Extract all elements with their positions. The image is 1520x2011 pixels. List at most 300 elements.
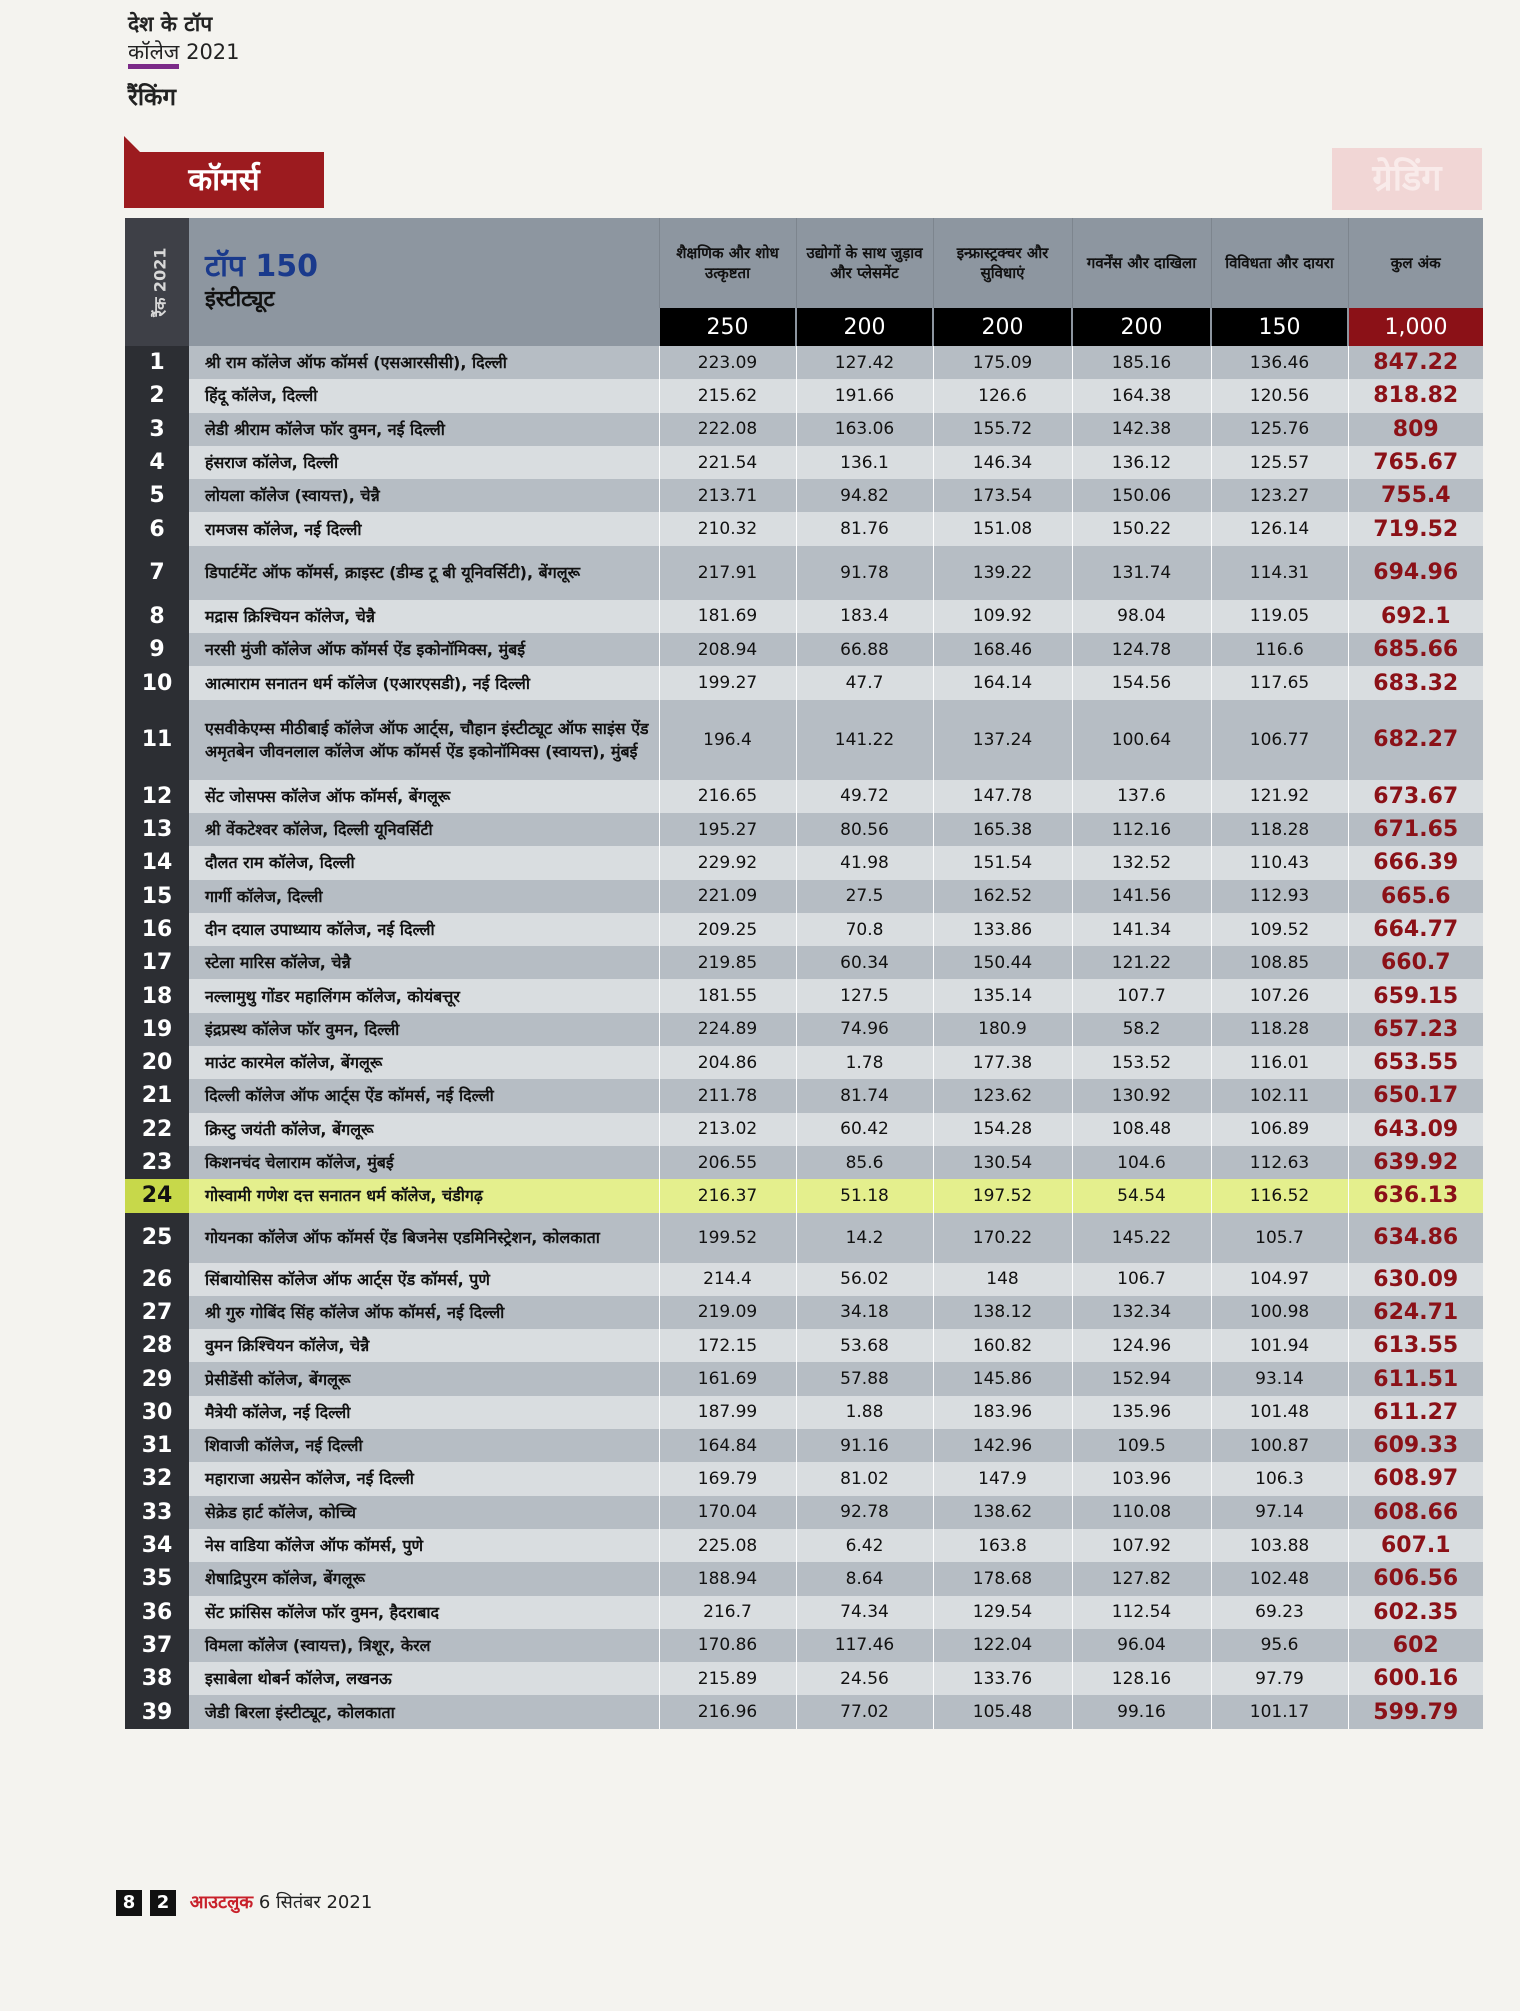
industry-score: 74.34 bbox=[796, 1596, 933, 1629]
total-score: 671.65 bbox=[1348, 813, 1483, 846]
table-row bbox=[125, 1046, 1483, 1079]
total-score: 650.17 bbox=[1348, 1079, 1483, 1112]
diversity-score: 102.48 bbox=[1211, 1562, 1348, 1595]
total-score: 602 bbox=[1348, 1629, 1483, 1662]
institute-name: लेडी श्रीराम कॉलेज फॉर वुमन, नई दिल्ली bbox=[189, 413, 659, 446]
infrastructure-score: 151.54 bbox=[933, 846, 1072, 879]
diversity-score: 100.98 bbox=[1211, 1296, 1348, 1329]
table-row bbox=[125, 979, 1483, 1012]
governance-score: 150.22 bbox=[1072, 512, 1211, 545]
rank-cell: 19 bbox=[125, 1013, 189, 1046]
academic-score: 170.04 bbox=[659, 1496, 796, 1529]
rank-cell: 24 bbox=[125, 1179, 189, 1212]
total-score: 818.82 bbox=[1348, 379, 1483, 412]
institute-name: वुमन क्रिश्चियन कॉलेज, चेन्नै bbox=[189, 1329, 659, 1362]
total-score: 613.55 bbox=[1348, 1329, 1483, 1362]
institute-name: मैत्रेयी कॉलेज, नई दिल्ली bbox=[189, 1396, 659, 1429]
governance-score: 109.5 bbox=[1072, 1429, 1211, 1462]
diversity-score: 116.52 bbox=[1211, 1179, 1348, 1212]
governance-score: 54.54 bbox=[1072, 1179, 1211, 1212]
institute-name: प्रेसीडेंसी कॉलेज, बेंगलूरू bbox=[189, 1362, 659, 1395]
rank-cell: 20 bbox=[125, 1046, 189, 1079]
governance-score: 132.34 bbox=[1072, 1296, 1211, 1329]
institute-name: दिल्ली कॉलेज ऑफ आर्ट्स ऐंड कॉमर्स, नई दिल्ली bbox=[189, 1079, 659, 1112]
total-score: 607.1 bbox=[1348, 1529, 1483, 1562]
industry-score: 127.5 bbox=[796, 979, 933, 1012]
governance-score: 131.74 bbox=[1072, 546, 1211, 600]
ranking-table bbox=[125, 218, 1483, 1729]
infrastructure-score: 130.54 bbox=[933, 1146, 1072, 1179]
industry-score: 163.06 bbox=[796, 413, 933, 446]
governance-score: 145.22 bbox=[1072, 1213, 1211, 1263]
academic-score: 187.99 bbox=[659, 1396, 796, 1429]
title-header bbox=[189, 218, 659, 346]
diversity-score: 103.88 bbox=[1211, 1529, 1348, 1562]
institute-name: डिपार्टमेंट ऑफ कॉमर्स, क्राइस्ट (डीम्ड टू बी यूनिवर्सिटी), बेंगलूरू bbox=[189, 546, 659, 600]
institute-name: विमला कॉलेज (स्वायत्त), त्रिशूर, केरल bbox=[189, 1629, 659, 1662]
industry-score: 1.78 bbox=[796, 1046, 933, 1079]
academic-score: 219.85 bbox=[659, 946, 796, 979]
rank-cell: 27 bbox=[125, 1296, 189, 1329]
diversity-score: 97.79 bbox=[1211, 1662, 1348, 1695]
total-score: 653.55 bbox=[1348, 1046, 1483, 1079]
infrastructure-score: 155.72 bbox=[933, 413, 1072, 446]
institute-name: सेक्रेड हार्ट कॉलेज, कोच्चि bbox=[189, 1496, 659, 1529]
academic-score: 172.15 bbox=[659, 1329, 796, 1362]
governance-score: 135.96 bbox=[1072, 1396, 1211, 1429]
rank-cell: 2 bbox=[125, 379, 189, 412]
diversity-score: 117.65 bbox=[1211, 666, 1348, 699]
industry-score: 53.68 bbox=[796, 1329, 933, 1362]
diversity-score: 119.05 bbox=[1211, 600, 1348, 633]
industry-score: 49.72 bbox=[796, 780, 933, 813]
governance-score: 136.12 bbox=[1072, 446, 1211, 479]
institute-name: किशनचंद चेलाराम कॉलेज, मुंबई bbox=[189, 1146, 659, 1179]
table-row bbox=[125, 1263, 1483, 1296]
industry-score: 136.1 bbox=[796, 446, 933, 479]
rank-cell: 33 bbox=[125, 1496, 189, 1529]
diversity-score: 93.14 bbox=[1211, 1362, 1348, 1395]
page-number-b: 2 bbox=[150, 1890, 176, 1916]
infrastructure-score: 197.52 bbox=[933, 1179, 1072, 1212]
rank-cell: 12 bbox=[125, 780, 189, 813]
table-row bbox=[125, 666, 1483, 699]
institute-name: सिंबायोसिस कॉलेज ऑफ आर्ट्स ऐंड कॉमर्स, पुणे bbox=[189, 1263, 659, 1296]
academic-score: 216.96 bbox=[659, 1695, 796, 1728]
rank-cell: 31 bbox=[125, 1429, 189, 1462]
table-row bbox=[125, 813, 1483, 846]
table-row bbox=[125, 1179, 1483, 1212]
diversity-score: 102.11 bbox=[1211, 1079, 1348, 1112]
diversity-score: 101.94 bbox=[1211, 1329, 1348, 1362]
max-academic: 250 bbox=[659, 308, 796, 346]
infrastructure-score: 129.54 bbox=[933, 1596, 1072, 1629]
total-score: 755.4 bbox=[1348, 479, 1483, 512]
governance-score: 112.16 bbox=[1072, 813, 1211, 846]
diversity-score: 101.17 bbox=[1211, 1695, 1348, 1728]
rank-cell: 35 bbox=[125, 1562, 189, 1595]
kicker-line2 bbox=[128, 38, 240, 66]
institute-name: हिंदू कॉलेज, दिल्ली bbox=[189, 379, 659, 412]
industry-score: 70.8 bbox=[796, 913, 933, 946]
table-row bbox=[125, 479, 1483, 512]
industry-score: 14.2 bbox=[796, 1213, 933, 1263]
total-score: 608.97 bbox=[1348, 1462, 1483, 1495]
industry-score: 8.64 bbox=[796, 1562, 933, 1595]
governance-score: 107.92 bbox=[1072, 1529, 1211, 1562]
academic-score: 223.09 bbox=[659, 346, 796, 379]
governance-score: 110.08 bbox=[1072, 1496, 1211, 1529]
max-diversity: 150 bbox=[1211, 308, 1348, 346]
diversity-score: 108.85 bbox=[1211, 946, 1348, 979]
institute-name: आत्माराम सनातन धर्म कॉलेज (एआरएसडी), नई दिल्ली bbox=[189, 666, 659, 699]
diversity-score: 116.6 bbox=[1211, 633, 1348, 666]
institute-name: रामजस कॉलेज, नई दिल्ली bbox=[189, 512, 659, 545]
diversity-score: 112.63 bbox=[1211, 1146, 1348, 1179]
diversity-score: 109.52 bbox=[1211, 913, 1348, 946]
governance-score: 104.6 bbox=[1072, 1146, 1211, 1179]
rank-cell: 37 bbox=[125, 1629, 189, 1662]
industry-score: 191.66 bbox=[796, 379, 933, 412]
diversity-score: 95.6 bbox=[1211, 1629, 1348, 1662]
academic-score: 222.08 bbox=[659, 413, 796, 446]
academic-score: 214.4 bbox=[659, 1263, 796, 1296]
diversity-score: 106.77 bbox=[1211, 700, 1348, 780]
infrastructure-score: 142.96 bbox=[933, 1429, 1072, 1462]
diversity-score: 118.28 bbox=[1211, 813, 1348, 846]
diversity-score: 136.46 bbox=[1211, 346, 1348, 379]
next-page-bleed-label: ग्रेडिंग bbox=[1332, 148, 1482, 210]
infrastructure-score: 146.34 bbox=[933, 446, 1072, 479]
infrastructure-score: 162.52 bbox=[933, 880, 1072, 913]
total-score: 685.66 bbox=[1348, 633, 1483, 666]
academic-score: 225.08 bbox=[659, 1529, 796, 1562]
infrastructure-score: 164.14 bbox=[933, 666, 1072, 699]
academic-score: 206.55 bbox=[659, 1146, 796, 1179]
academic-score: 181.69 bbox=[659, 600, 796, 633]
industry-score: 57.88 bbox=[796, 1362, 933, 1395]
col-academic: शैक्षणिक और शोध उत्कृष्टता bbox=[659, 218, 796, 308]
academic-score: 224.89 bbox=[659, 1013, 796, 1046]
institute-name: गोस्वामी गणेश दत्त सनातन धर्म कॉलेज, चंडीगढ़ bbox=[189, 1179, 659, 1212]
rank-cell: 16 bbox=[125, 913, 189, 946]
total-score: 809 bbox=[1348, 413, 1483, 446]
table-row bbox=[125, 1429, 1483, 1462]
infrastructure-score: 126.6 bbox=[933, 379, 1072, 412]
rank-cell: 34 bbox=[125, 1529, 189, 1562]
infrastructure-score: 151.08 bbox=[933, 512, 1072, 545]
total-score: 611.27 bbox=[1348, 1396, 1483, 1429]
infrastructure-score: 154.28 bbox=[933, 1113, 1072, 1146]
table-row bbox=[125, 1013, 1483, 1046]
industry-score: 51.18 bbox=[796, 1179, 933, 1212]
table-row bbox=[125, 780, 1483, 813]
total-score: 665.6 bbox=[1348, 880, 1483, 913]
academic-score: 188.94 bbox=[659, 1562, 796, 1595]
kicker-year: 2021 bbox=[186, 40, 240, 64]
governance-score: 127.82 bbox=[1072, 1562, 1211, 1595]
academic-score: 219.09 bbox=[659, 1296, 796, 1329]
total-score: 608.66 bbox=[1348, 1496, 1483, 1529]
total-score: 611.51 bbox=[1348, 1362, 1483, 1395]
total-score: 692.1 bbox=[1348, 600, 1483, 633]
industry-score: 1.88 bbox=[796, 1396, 933, 1429]
institute-name: जेडी बिरला इंस्टीट्यूट, कोलकाता bbox=[189, 1695, 659, 1728]
issue-date: 6 सितंबर 2021 bbox=[258, 1892, 373, 1913]
rank-cell: 25 bbox=[125, 1213, 189, 1263]
rank-cell: 8 bbox=[125, 600, 189, 633]
governance-score: 152.94 bbox=[1072, 1362, 1211, 1395]
total-score: 643.09 bbox=[1348, 1113, 1483, 1146]
infrastructure-score: 160.82 bbox=[933, 1329, 1072, 1362]
diversity-score: 101.48 bbox=[1211, 1396, 1348, 1429]
institute-name: नल्लामुथु गोंडर महालिंगम कॉलेज, कोयंबत्तूर bbox=[189, 979, 659, 1012]
governance-score: 58.2 bbox=[1072, 1013, 1211, 1046]
infrastructure-score: 137.24 bbox=[933, 700, 1072, 780]
industry-score: 47.7 bbox=[796, 666, 933, 699]
academic-score: 170.86 bbox=[659, 1629, 796, 1662]
institute-name: इसाबेला थोबर्न कॉलेज, लखनऊ bbox=[189, 1662, 659, 1695]
rank-cell: 1 bbox=[125, 346, 189, 379]
table-row bbox=[125, 880, 1483, 913]
academic-score: 221.54 bbox=[659, 446, 796, 479]
industry-score: 60.34 bbox=[796, 946, 933, 979]
page-number-a: 8 bbox=[116, 1890, 142, 1916]
diversity-score: 123.27 bbox=[1211, 479, 1348, 512]
total-score: 660.7 bbox=[1348, 946, 1483, 979]
academic-score: 164.84 bbox=[659, 1429, 796, 1462]
governance-score: 132.52 bbox=[1072, 846, 1211, 879]
infrastructure-score: 148 bbox=[933, 1263, 1072, 1296]
col-governance: गवर्नेंस और दाखिला bbox=[1072, 218, 1211, 308]
diversity-score: 97.14 bbox=[1211, 1496, 1348, 1529]
institute-name: गोयनका कॉलेज ऑफ कॉमर्स ऐंड बिजनेस एडमिनिस्ट्रेशन, कोलकाता bbox=[189, 1213, 659, 1263]
table-row bbox=[125, 1079, 1483, 1112]
institute-name: गार्गी कॉलेज, दिल्ली bbox=[189, 880, 659, 913]
table-row bbox=[125, 512, 1483, 545]
table-row bbox=[125, 1396, 1483, 1429]
academic-score: 213.71 bbox=[659, 479, 796, 512]
table-row bbox=[125, 413, 1483, 446]
total-score: 719.52 bbox=[1348, 512, 1483, 545]
table-row bbox=[125, 546, 1483, 600]
infrastructure-score: 183.96 bbox=[933, 1396, 1072, 1429]
diversity-score: 104.97 bbox=[1211, 1263, 1348, 1296]
industry-score: 183.4 bbox=[796, 600, 933, 633]
governance-score: 99.16 bbox=[1072, 1695, 1211, 1728]
diversity-score: 118.28 bbox=[1211, 1013, 1348, 1046]
total-score: 599.79 bbox=[1348, 1695, 1483, 1728]
infrastructure-score: 105.48 bbox=[933, 1695, 1072, 1728]
governance-score: 141.34 bbox=[1072, 913, 1211, 946]
table-row bbox=[125, 1496, 1483, 1529]
diversity-score: 114.31 bbox=[1211, 546, 1348, 600]
governance-score: 141.56 bbox=[1072, 880, 1211, 913]
infrastructure-score: 147.9 bbox=[933, 1462, 1072, 1495]
industry-score: 127.42 bbox=[796, 346, 933, 379]
total-score: 847.22 bbox=[1348, 346, 1483, 379]
table-row bbox=[125, 1562, 1483, 1595]
governance-score: 98.04 bbox=[1072, 600, 1211, 633]
table-row bbox=[125, 1629, 1483, 1662]
table-row bbox=[125, 1113, 1483, 1146]
institute-name: नेस वाडिया कॉलेज ऑफ कॉमर्स, पुणे bbox=[189, 1529, 659, 1562]
infrastructure-score: 138.62 bbox=[933, 1496, 1072, 1529]
industry-score: 117.46 bbox=[796, 1629, 933, 1662]
infrastructure-score: 168.46 bbox=[933, 633, 1072, 666]
diversity-score: 116.01 bbox=[1211, 1046, 1348, 1079]
institute-name: दीन दयाल उपाध्याय कॉलेज, नई दिल्ली bbox=[189, 913, 659, 946]
governance-score: 108.48 bbox=[1072, 1113, 1211, 1146]
table-row bbox=[125, 913, 1483, 946]
infrastructure-score: 163.8 bbox=[933, 1529, 1072, 1562]
total-score: 624.71 bbox=[1348, 1296, 1483, 1329]
kicker-line1: देश के टॉप bbox=[128, 12, 213, 36]
total-score: 657.23 bbox=[1348, 1013, 1483, 1046]
col-infrastructure: इन्फ्रास्ट्रक्चर और सुविधाएं bbox=[933, 218, 1072, 308]
infrastructure-score: 139.22 bbox=[933, 546, 1072, 600]
rank-cell: 26 bbox=[125, 1263, 189, 1296]
industry-score: 24.56 bbox=[796, 1662, 933, 1695]
governance-score: 142.38 bbox=[1072, 413, 1211, 446]
total-score: 694.96 bbox=[1348, 546, 1483, 600]
academic-score: 216.37 bbox=[659, 1179, 796, 1212]
infrastructure-score: 122.04 bbox=[933, 1629, 1072, 1662]
infrastructure-score: 165.38 bbox=[933, 813, 1072, 846]
total-score: 634.86 bbox=[1348, 1213, 1483, 1263]
academic-score: 211.78 bbox=[659, 1079, 796, 1112]
rank-cell: 18 bbox=[125, 979, 189, 1012]
governance-score: 100.64 bbox=[1072, 700, 1211, 780]
table-row bbox=[125, 1296, 1483, 1329]
academic-score: 204.86 bbox=[659, 1046, 796, 1079]
table-row bbox=[125, 1213, 1483, 1263]
total-score: 664.77 bbox=[1348, 913, 1483, 946]
col-industry: उद्योगों के साथ जुड़ाव और प्लेसमेंट bbox=[796, 218, 933, 308]
industry-score: 41.98 bbox=[796, 846, 933, 879]
academic-score: 169.79 bbox=[659, 1462, 796, 1495]
total-score: 639.92 bbox=[1348, 1146, 1483, 1179]
table-row bbox=[125, 600, 1483, 633]
governance-score: 103.96 bbox=[1072, 1462, 1211, 1495]
infrastructure-score: 175.09 bbox=[933, 346, 1072, 379]
section-title: कॉमर्स bbox=[124, 152, 324, 208]
industry-score: 91.78 bbox=[796, 546, 933, 600]
table-row bbox=[125, 1596, 1483, 1629]
industry-score: 85.6 bbox=[796, 1146, 933, 1179]
governance-score: 106.7 bbox=[1072, 1263, 1211, 1296]
col-diversity: विविधता और दायरा bbox=[1211, 218, 1348, 308]
infrastructure-score: 177.38 bbox=[933, 1046, 1072, 1079]
industry-score: 27.5 bbox=[796, 880, 933, 913]
governance-score: 96.04 bbox=[1072, 1629, 1211, 1662]
infrastructure-score: 123.62 bbox=[933, 1079, 1072, 1112]
diversity-score: 120.56 bbox=[1211, 379, 1348, 412]
governance-score: 112.54 bbox=[1072, 1596, 1211, 1629]
infrastructure-score: 178.68 bbox=[933, 1562, 1072, 1595]
max-governance: 200 bbox=[1072, 308, 1211, 346]
industry-score: 94.82 bbox=[796, 479, 933, 512]
industry-score: 91.16 bbox=[796, 1429, 933, 1462]
table-row bbox=[125, 700, 1483, 780]
infrastructure-score: 150.44 bbox=[933, 946, 1072, 979]
total-score: 606.56 bbox=[1348, 1562, 1483, 1595]
page-footer bbox=[116, 1890, 372, 1916]
governance-score: 154.56 bbox=[1072, 666, 1211, 699]
academic-score: 195.27 bbox=[659, 813, 796, 846]
rank-cell: 36 bbox=[125, 1596, 189, 1629]
academic-score: 213.02 bbox=[659, 1113, 796, 1146]
academic-score: 181.55 bbox=[659, 979, 796, 1012]
industry-score: 60.42 bbox=[796, 1113, 933, 1146]
academic-score: 215.62 bbox=[659, 379, 796, 412]
table-row bbox=[125, 1329, 1483, 1362]
kicker-college: कॉलेज bbox=[128, 40, 179, 69]
institute-name: स्टेला मारिस कॉलेज, चेन्नै bbox=[189, 946, 659, 979]
industry-score: 77.02 bbox=[796, 1695, 933, 1728]
diversity-score: 126.14 bbox=[1211, 512, 1348, 545]
total-score: 602.35 bbox=[1348, 1596, 1483, 1629]
rank-cell: 11 bbox=[125, 700, 189, 780]
diversity-score: 121.92 bbox=[1211, 780, 1348, 813]
rank-cell: 21 bbox=[125, 1079, 189, 1112]
industry-score: 74.96 bbox=[796, 1013, 933, 1046]
infrastructure-score: 180.9 bbox=[933, 1013, 1072, 1046]
infrastructure-score: 145.86 bbox=[933, 1362, 1072, 1395]
institute-name: शिवाजी कॉलेज, नई दिल्ली bbox=[189, 1429, 659, 1462]
institute-name: शेषाद्रिपुरम कॉलेज, बेंगलूरू bbox=[189, 1562, 659, 1595]
table-row bbox=[125, 946, 1483, 979]
rank-cell: 30 bbox=[125, 1396, 189, 1429]
governance-score: 137.6 bbox=[1072, 780, 1211, 813]
diversity-score: 107.26 bbox=[1211, 979, 1348, 1012]
diversity-score: 110.43 bbox=[1211, 846, 1348, 879]
max-infrastructure: 200 bbox=[933, 308, 1072, 346]
institute-name: सेंट फ्रांसिस कॉलेज फॉर वुमन, हैदराबाद bbox=[189, 1596, 659, 1629]
governance-score: 124.96 bbox=[1072, 1329, 1211, 1362]
rank-cell: 14 bbox=[125, 846, 189, 879]
academic-score: 199.52 bbox=[659, 1213, 796, 1263]
table-row bbox=[125, 1362, 1483, 1395]
table-row bbox=[125, 1462, 1483, 1495]
governance-score: 164.38 bbox=[1072, 379, 1211, 412]
rank-cell: 22 bbox=[125, 1113, 189, 1146]
infrastructure-score: 173.54 bbox=[933, 479, 1072, 512]
infrastructure-score: 135.14 bbox=[933, 979, 1072, 1012]
academic-score: 208.94 bbox=[659, 633, 796, 666]
infrastructure-score: 133.86 bbox=[933, 913, 1072, 946]
industry-score: 56.02 bbox=[796, 1263, 933, 1296]
total-score: 600.16 bbox=[1348, 1662, 1483, 1695]
col-total: कुल अंक bbox=[1348, 218, 1483, 308]
total-score: 673.67 bbox=[1348, 780, 1483, 813]
infrastructure-score: 170.22 bbox=[933, 1213, 1072, 1263]
academic-score: 199.27 bbox=[659, 666, 796, 699]
governance-score: 121.22 bbox=[1072, 946, 1211, 979]
magazine-name: आउटलुक bbox=[189, 1892, 254, 1913]
institute-name: लोयला कॉलेज (स्वायत्त), चेन्नै bbox=[189, 479, 659, 512]
academic-score: 216.65 bbox=[659, 780, 796, 813]
diversity-score: 100.87 bbox=[1211, 1429, 1348, 1462]
industry-score: 66.88 bbox=[796, 633, 933, 666]
academic-score: 215.89 bbox=[659, 1662, 796, 1695]
rank-cell: 23 bbox=[125, 1146, 189, 1179]
total-score: 682.27 bbox=[1348, 700, 1483, 780]
governance-score: 130.92 bbox=[1072, 1079, 1211, 1112]
institute-name: इंद्रप्रस्थ कॉलेज फॉर वुमन, दिल्ली bbox=[189, 1013, 659, 1046]
table-row bbox=[125, 1529, 1483, 1562]
rank-cell: 3 bbox=[125, 413, 189, 446]
